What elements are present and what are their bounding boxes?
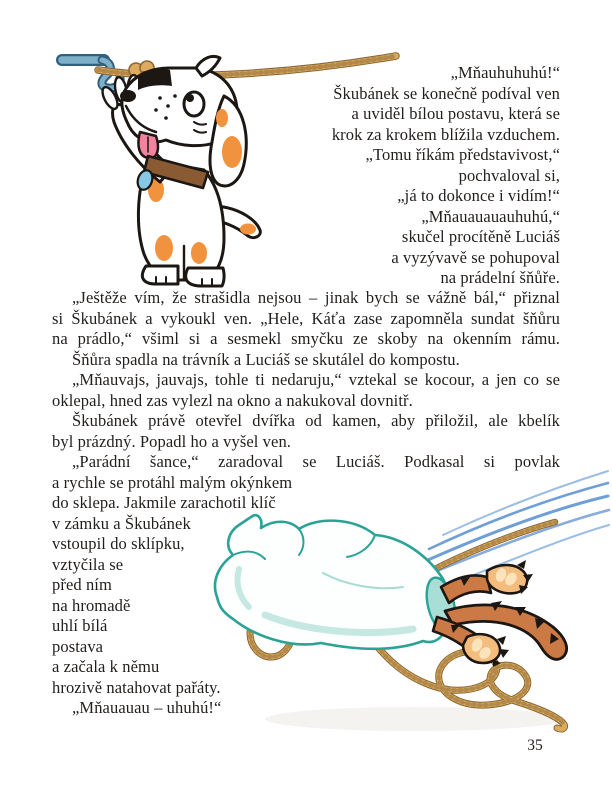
text-line: „Parádní šance,“ zaradoval se Luciáš. Podkasal si povlak xyxy=(72,452,560,471)
ghost-sheet xyxy=(215,515,460,649)
text-line: krok za krokem blížila vzduchem. xyxy=(331,124,560,144)
text-line: vztyčila se xyxy=(52,554,124,574)
text-line: „Ještěže vím, že strašidla nejsou – jinak bych se vážně bál,“ přiznal xyxy=(72,288,560,307)
text-line: a začala k němu xyxy=(52,657,160,676)
text-line: vstoupil do sklípku, xyxy=(52,534,185,553)
text-line: a uviděl bílou postavu, která se xyxy=(351,104,560,123)
text-line: „Mňauvajs, jauvajs, tohle ti nedaruju,“ vztekal se kocour, a jen co se xyxy=(72,370,560,389)
text-line: postava xyxy=(52,636,104,656)
text-line: pochvaloval si, xyxy=(458,165,560,185)
text-line: „Mňauauauauhuhú,“ xyxy=(421,206,560,226)
text-line: a rychle se protáhl malým okýnkem xyxy=(52,472,293,492)
text-line: oklepal, hned zas vylezl na okno a nakukoval dovnitř. xyxy=(52,390,413,410)
text-line: Škubánek právě otevřel dvířka od kamen, aby přiložil, ale kbelík xyxy=(72,411,560,430)
ghost-cat-illustration xyxy=(205,465,612,750)
rope-upper-segment xyxy=(427,522,555,573)
text-line: Šňůra spadla na trávník a Luciáš se skutálel do kompostu. xyxy=(72,349,460,369)
text-line: „Mňauhuhuhú!“ xyxy=(450,63,560,82)
text-line: do sklepa. Jakmile zarachotil klíč xyxy=(52,493,276,512)
text-line: na prádlo,“ všiml si a sesmekl smyčku ze skoby na okenním rámu. xyxy=(52,329,560,348)
text-line: uhlí bílá xyxy=(52,616,108,635)
text-line: na prádelní šňůře. xyxy=(440,268,560,287)
text-line: před ním xyxy=(52,575,112,594)
text-line: hrozivě natahovat pařáty. xyxy=(52,677,221,697)
text-line: skučel procítěně Luciáš xyxy=(401,227,560,246)
ground-shadow xyxy=(265,707,565,731)
text-line: na hromadě xyxy=(52,595,131,615)
page-number: 35 xyxy=(527,737,543,754)
text-line: Škubánek se konečně podíval ven xyxy=(333,83,560,103)
text-line: „Tomu říkám představivost,“ xyxy=(365,145,560,164)
cat-paws-and-tail xyxy=(433,560,567,667)
text-line: „já to dokonce i vidím!“ xyxy=(397,186,560,205)
text-line: si Škubánek a vykoukl ven. „Hele, Káťa zase zapomněla sundat šňůru xyxy=(52,308,560,328)
dialogue-column xyxy=(52,63,560,289)
text-line: v zámku a Škubánek xyxy=(52,513,191,533)
cat-lower-paw xyxy=(463,634,500,663)
text-line: byl prázdný. Popadl ho a vyšel ven. xyxy=(52,431,292,451)
text-line: „Mňauauau – uhuhú!“ xyxy=(72,698,222,717)
text-line: a vyzývavě se pohupoval xyxy=(391,247,560,267)
